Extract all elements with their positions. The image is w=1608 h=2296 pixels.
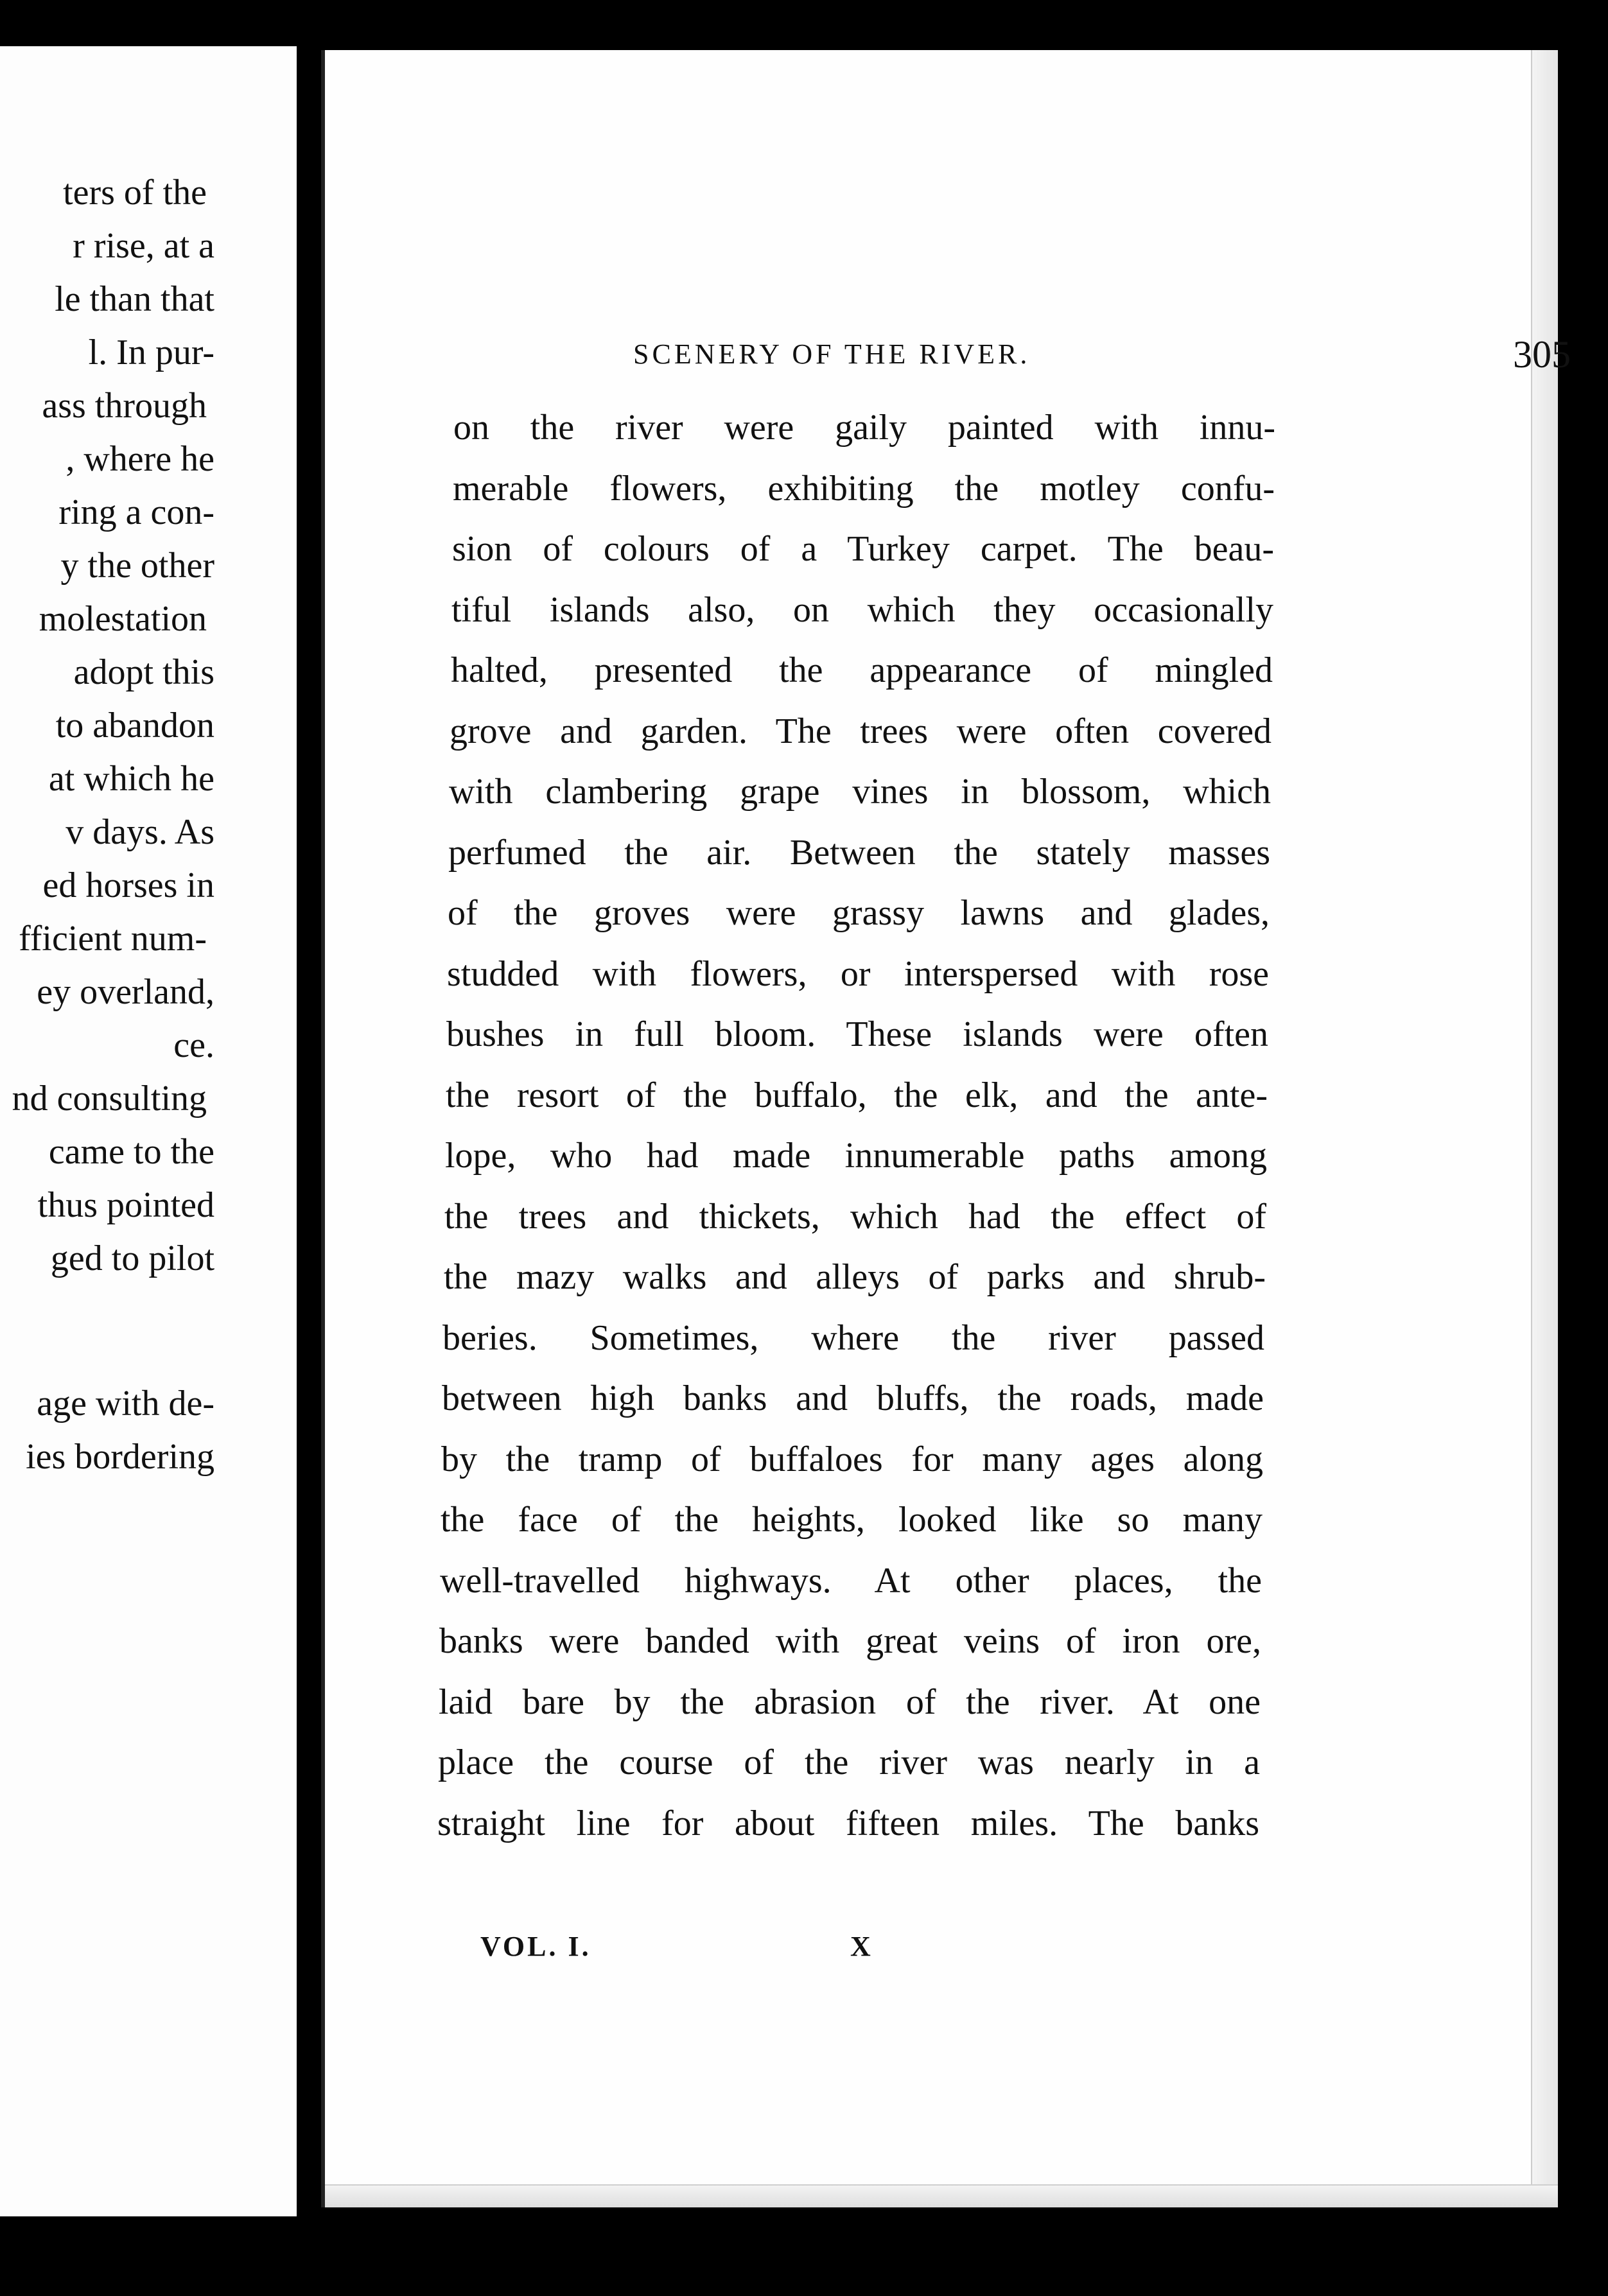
- left-text-line: molestation: [39, 599, 207, 639]
- left-text-line: y the other: [60, 546, 214, 586]
- body-text-line: merable flowers, exhibiting the motley confu-: [453, 468, 1275, 509]
- body-text-line: bushes in full bloom. These islands were often: [446, 1014, 1268, 1054]
- body-text-line: lope, who had made innumerable paths among: [445, 1136, 1267, 1176]
- body-text-line: grove and garden. The trees were often covered: [450, 711, 1272, 751]
- left-text-line: ies bordering: [26, 1437, 214, 1477]
- body-text-line: banks were banded with great veins of iron ore,: [439, 1621, 1261, 1661]
- left-text-line: to abandon: [55, 706, 214, 745]
- left-text-line: ged to pilot: [50, 1239, 214, 1278]
- left-text-line: fficient num-: [19, 919, 207, 959]
- left-text-line: at which he: [48, 759, 214, 799]
- left-text-line: age with de-: [37, 1384, 214, 1423]
- body-text-line: the trees and thickets, which had the effect of: [444, 1196, 1266, 1237]
- main-page: [321, 50, 1571, 2207]
- left-text-line: ters of the: [63, 173, 207, 213]
- left-text-line: l. In pur-: [88, 333, 214, 372]
- left-text-line: v days. As: [66, 812, 214, 852]
- left-text-line: r rise, at a: [73, 226, 214, 266]
- signature-mark: X: [850, 1931, 871, 1962]
- body-text-line: between high banks and bluffs, the roads, made: [442, 1378, 1264, 1418]
- body-text-line: on the river were gaily painted with innu-: [453, 408, 1275, 448]
- body-text-line: tiful islands also, on which they occasionally: [451, 589, 1273, 630]
- body-text-line: the resort of the buffalo, the elk, and the ante-: [446, 1075, 1268, 1115]
- left-text-line: le than that: [55, 279, 214, 319]
- left-text-line: thus pointed: [37, 1185, 214, 1225]
- volume-mark: VOL. I.: [480, 1931, 591, 1962]
- left-text-line: ce.: [173, 1025, 214, 1065]
- body-text-line: the mazy walks and alleys of parks and shrub-: [444, 1257, 1266, 1297]
- left-text-line: ed horses in: [42, 865, 214, 905]
- body-text-line: place the course of the river was nearly in a: [438, 1743, 1260, 1782]
- body-text-line: studded with flowers, or interspersed with rose: [447, 953, 1269, 994]
- left-text-line: adopt this: [73, 652, 214, 692]
- body-text-line: by the tramp of buffaloes for many ages along: [441, 1439, 1263, 1479]
- left-text-line: nd consulting: [12, 1079, 207, 1118]
- body-text-line: well-travelled highways. At other places, the: [440, 1560, 1262, 1601]
- body-text-line: the face of the heights, looked like so many: [441, 1500, 1263, 1540]
- body-text-line: laid bare by the abrasion of the river. At one: [439, 1682, 1261, 1722]
- body-text-line: sion of colours of a Turkey carpet. The beau-: [452, 529, 1274, 569]
- body-text-line: with clambering grape vines in blossom, which: [449, 772, 1271, 812]
- left-text-line: , where he: [66, 439, 214, 479]
- body-text-line: perfumed the air. Between the stately masses: [448, 832, 1270, 873]
- left-text-line: came to the: [48, 1132, 214, 1172]
- body-text-line: straight line for about fifteen miles. The banks: [437, 1803, 1259, 1843]
- running-title: SCENERY OF THE RIVER.: [633, 338, 1031, 370]
- left-text-line: ring a con-: [58, 492, 214, 532]
- body-text-line: halted, presented the appearance of mingled: [451, 650, 1273, 690]
- running-head: [633, 333, 1584, 389]
- page-number: 305: [1513, 333, 1571, 376]
- body-text-line: of the groves were grassy lawns and glades,: [448, 893, 1270, 933]
- left-text-line: ey overland,: [37, 972, 214, 1012]
- left-text-line: ass through: [42, 386, 207, 426]
- book-gutter: [297, 39, 321, 2234]
- facing-page-fragment: [0, 46, 297, 2216]
- page-bottom-edge: [325, 2184, 1558, 2207]
- body-text-line: beries. Sometimes, where the river passed: [442, 1318, 1264, 1358]
